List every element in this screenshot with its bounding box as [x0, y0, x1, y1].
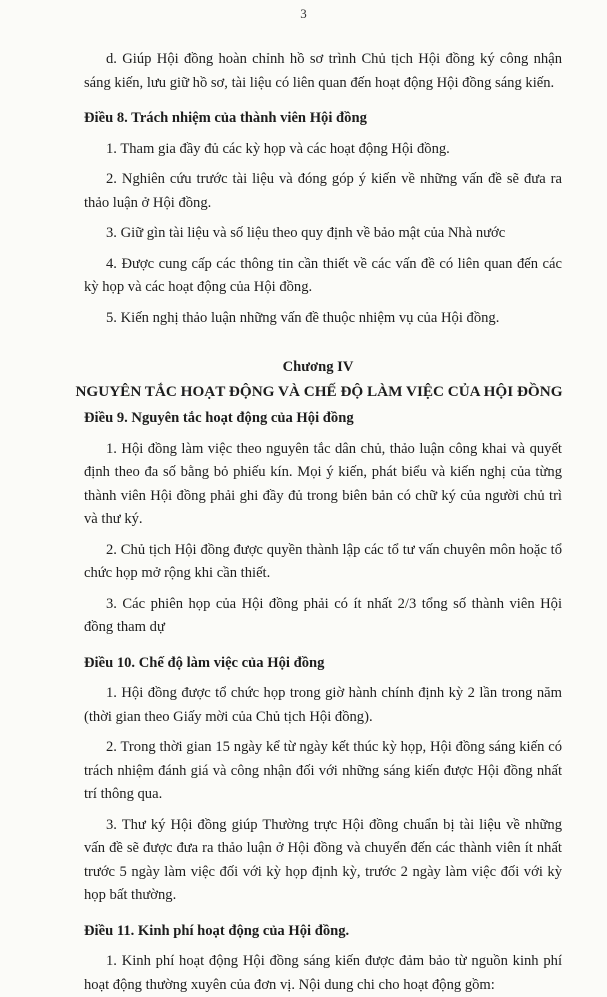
- paragraph-8-5: 5. Kiến nghị thảo luận những vấn đề thuộc nhiệm vụ của Hội đồng.: [106, 309, 500, 326]
- paragraph-10-3: 3. Thư ký Hội đồng giúp Thường trực Hội đồng chuẩn bị tài liệu về những vấn đề sẽ được đưa ra thảo luận ở Hội đồng và chuyển đến các thành viên ít nhất trước 5 ngày làm việc đối với kỳ họp định kỳ, trước 2 ngày làm việc đối với kỳ họp bất thường.: [84, 816, 562, 903]
- paragraph-9-2: 2. Chủ tịch Hội đồng được quyền thành lập các tổ tư vấn chuyên môn hoặc tổ chức họp mở rộng khi cần thiết.: [84, 541, 562, 581]
- article-11-heading: Điều 11. Kinh phí hoạt động của Hội đồng.: [84, 922, 350, 939]
- article-10-heading: Điều 10. Chế độ làm việc của Hội đồng: [84, 654, 325, 671]
- paragraph-9-3: 3. Các phiên họp của Hội đồng phải có ít nhất 2/3 tổng số thành viên Hội đồng tham dự: [84, 595, 562, 635]
- paragraph-8-2: 2. Nghiên cứu trước tài liệu và đóng góp ý kiến về những vấn đề sẽ đưa ra thảo luận ở Hội đồng.: [84, 171, 562, 211]
- paragraph-8-1: 1. Tham gia đầy đủ các kỳ họp và các hoạt động Hội đồng.: [106, 140, 450, 157]
- chapter-title: NGUYÊN TẮC HOẠT ĐỘNG VÀ CHẾ ĐỘ LÀM VIỆC CỦA HỘI ĐỒNG: [75, 382, 563, 400]
- page-number: 3: [300, 6, 307, 21]
- article-8-heading: Điều 8. Trách nhiệm của thành viên Hội đồng: [84, 110, 367, 126]
- paragraph-10-1: 1. Hội đồng được tổ chức họp trong giờ hành chính định kỳ 2 lần trong năm (thời gian theo Giấy mời của Chủ tịch Hội đồng).: [84, 685, 562, 725]
- article-9-heading: Điều 9. Nguyên tắc hoạt động của Hội đồng: [84, 410, 354, 426]
- document-body: [75, 48, 563, 997]
- paragraph-11-1: 1. Kinh phí hoạt động Hội đồng sáng kiến được đảm bảo từ nguồn kinh phí hoạt động thường xuyên của đơn vị. Nội dung chi cho hoạt động gồm:: [84, 953, 562, 993]
- paragraph-9-1: 1. Hội đồng làm việc theo nguyên tắc dân chủ, thảo luận công khai và quyết định theo đa số bằng bỏ phiếu kín. Mọi ý kiến, phát biểu và kiến nghị của từng thành viên Hội đồng phải ghi đầy đủ trong biên bản có chữ ký của người chủ trì và thư ký.: [84, 440, 562, 527]
- paragraph-8d: d. Giúp Hội đồng hoàn chỉnh hồ sơ trình Chủ tịch Hội đồng ký công nhận sáng kiến, lưu giữ hồ sơ, tài liệu có liên quan đến hoạt động Hội đồng sáng kiến.: [84, 51, 562, 91]
- paragraph-8-4: 4. Được cung cấp các thông tin cần thiết về các vấn đề có liên quan đến các kỳ họp và các hoạt động của Hội đồng.: [84, 255, 562, 295]
- chapter-number: Chương IV: [282, 359, 354, 375]
- paragraph-10-2: 2. Trong thời gian 15 ngày kể từ ngày kết thúc kỳ họp, Hội đồng sáng kiến có trách nhiệm đánh giá và công nhận đối với những sáng kiến được Hội đồng nhất trí thông qua.: [84, 739, 562, 802]
- paragraph-8-3: 3. Giữ gìn tài liệu và số liệu theo quy định về bảo mật của Nhà nước: [106, 225, 506, 241]
